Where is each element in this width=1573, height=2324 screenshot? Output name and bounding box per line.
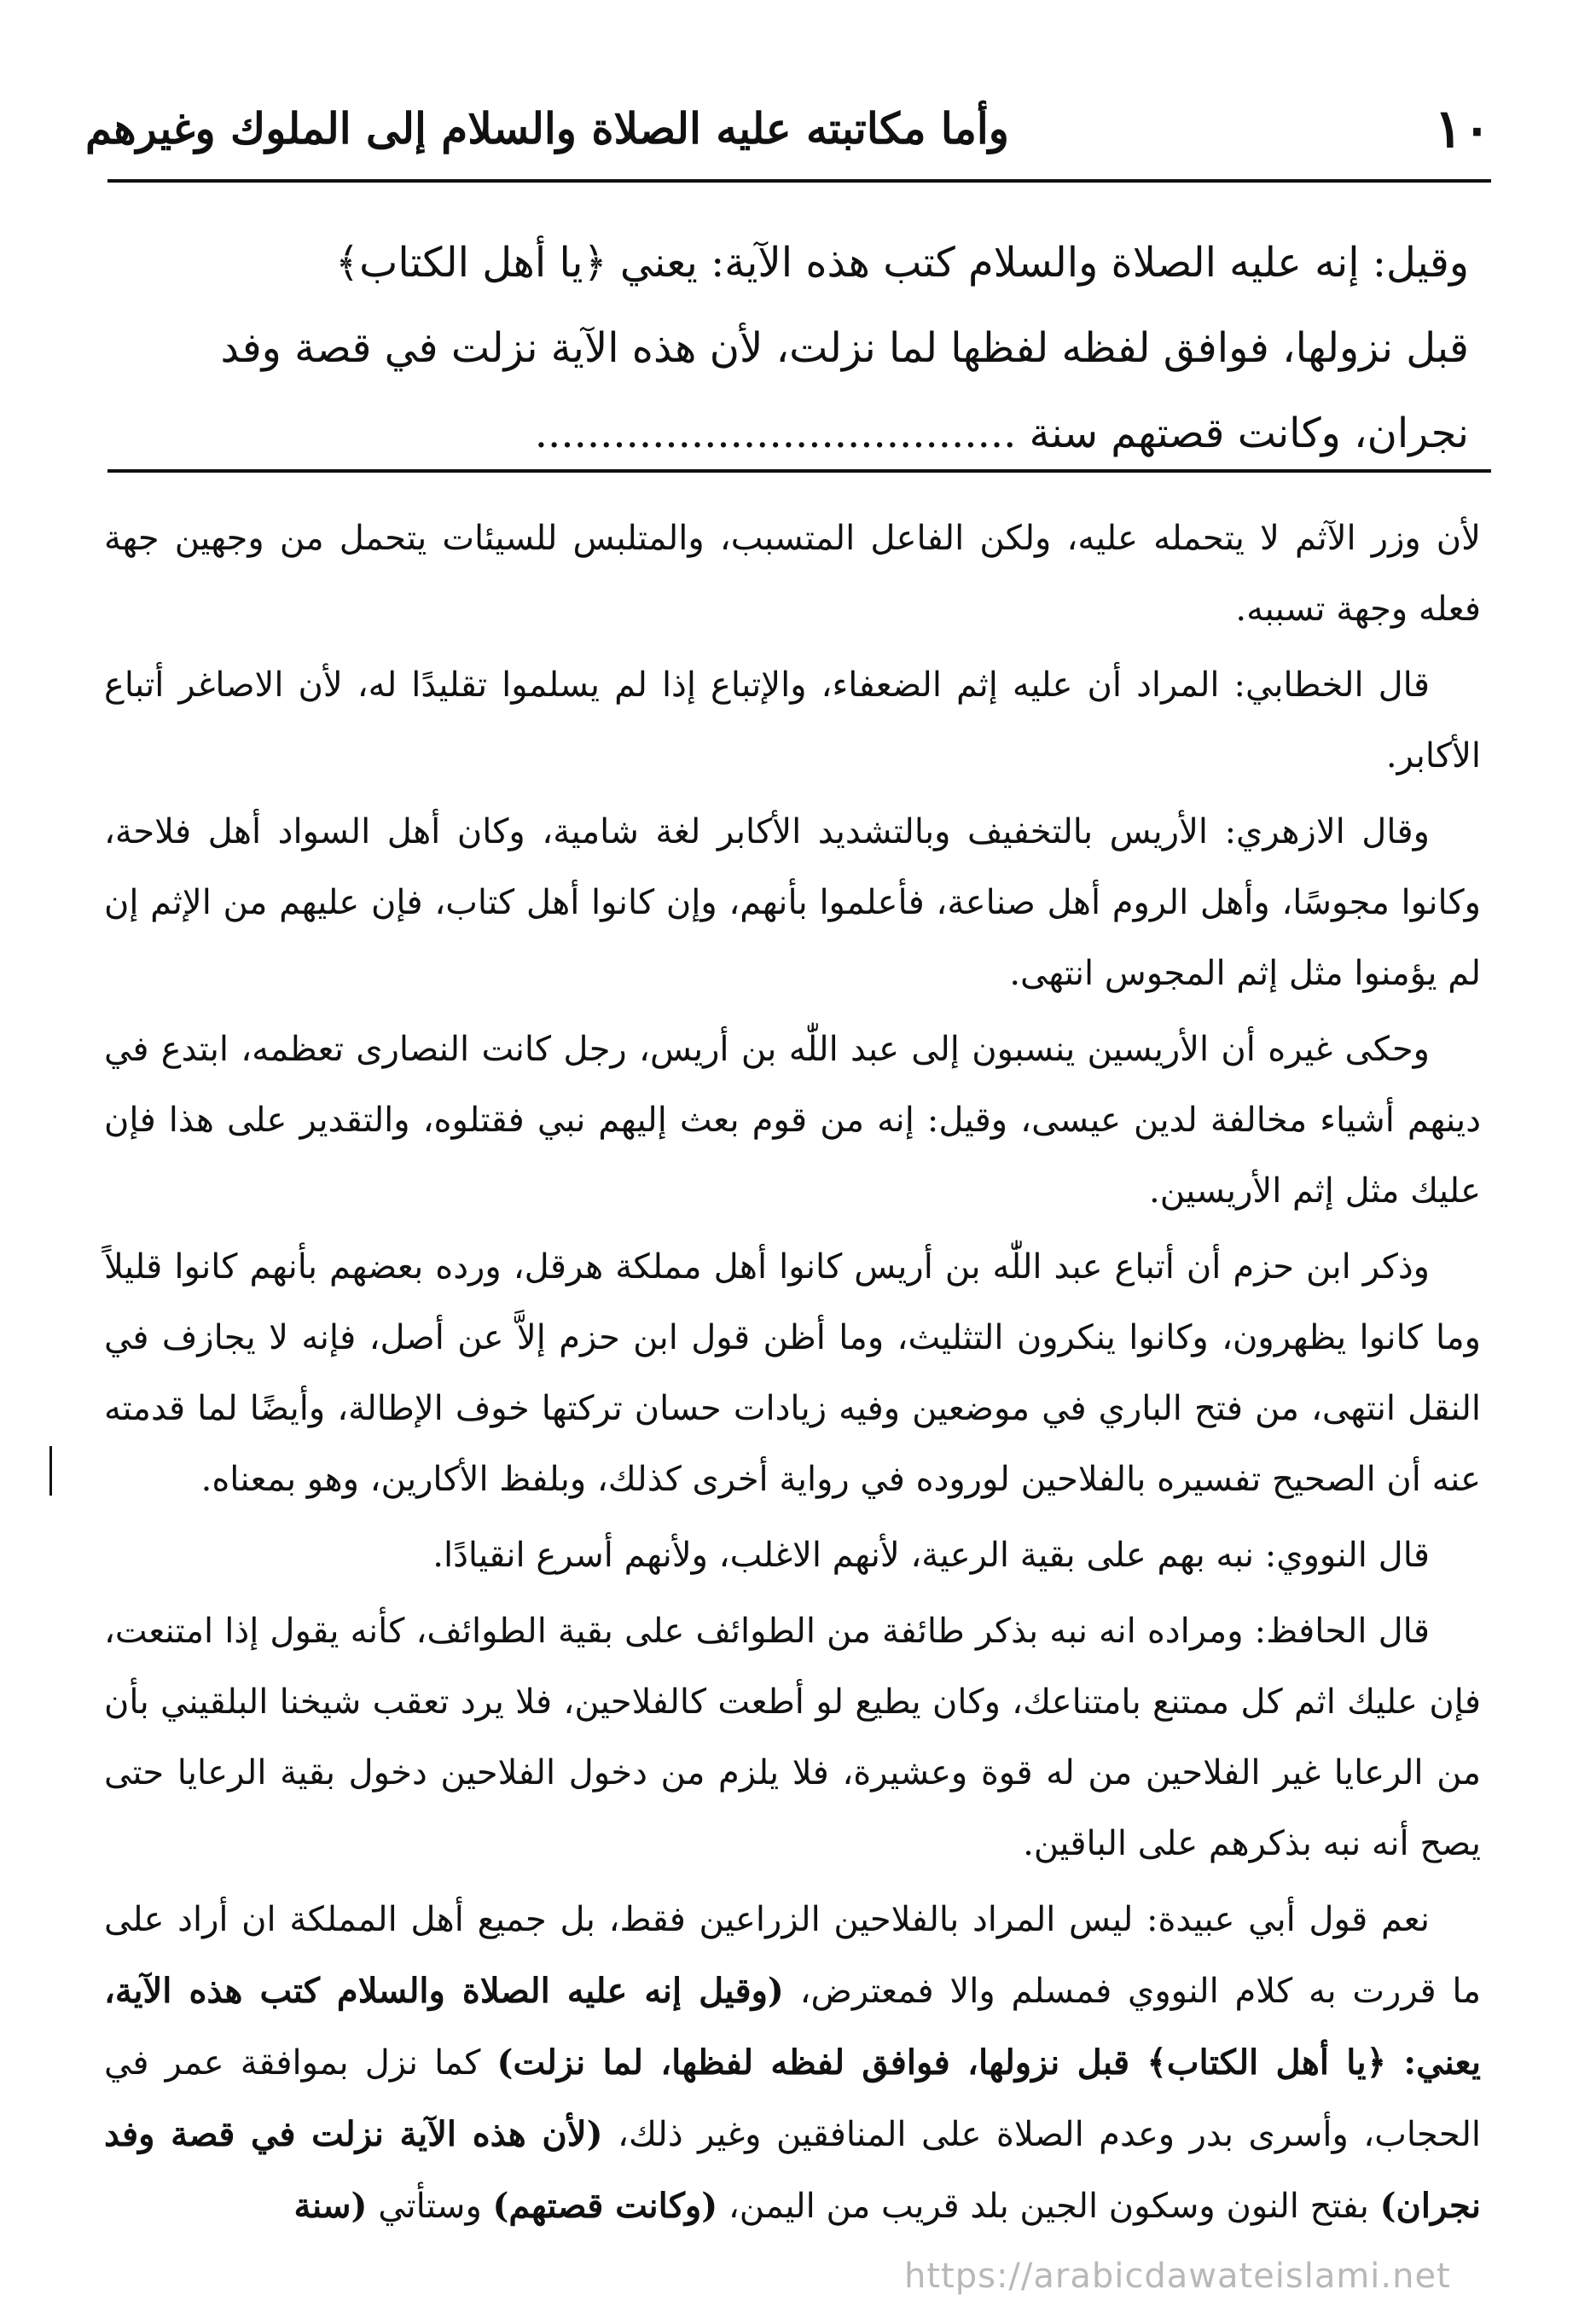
commentary-paragraph: قال الحافظ: ومراده انه نبه بذكر طائفة من الطوائف على بقية الطوائف، كأنه يقول إذا امتنعت، فإن عليك اثم كل ممتنع بامتناعك، وكان يطيع لو أطعت كالفلاحين، فلا يرد تعقب شيخنا البلقيني بأن من الرعايا غير الفلاحين من له قوة وعشيرة، فلا يلزم من دخول الفلاحين دخول بقية الرعايا حتى يصح أنه نبه بذكرهم على الباقين.	[104, 1612, 1481, 1863]
commentary-text: نعم قول أبي عبيدة: ليس المراد بالفلاحين الزراعين فقط، بل جميع أهل المملكة ان أراد على ما قررت به كلام النووي فمسلم والا فمعترض،	[104, 1900, 1481, 2011]
header-rule	[107, 179, 1491, 183]
matn-line: وقيل: إنه عليه الصلاة والسلام كتب هذه الآية: يعني ﴿يا أهل الكتاب﴾	[335, 239, 1469, 287]
running-title: وأما مكاتبته عليه الصلاة والسلام إلى الملوك وغيرهم	[85, 102, 1009, 154]
matn-line-text: نجران، وكانت قصتهم سنة	[1029, 410, 1469, 457]
commentary-text: كما نزل بموافقة عمر في الحجاب، وأسرى بدر وعدم الصلاة على المنافقين وغير ذلك،	[104, 2043, 1481, 2154]
matn-divider-rule	[107, 469, 1491, 473]
quoted-matn: (سنة	[293, 2186, 368, 2226]
commentary-paragraph: قال الخطابي: المراد أن عليه إثم الضعفاء، والإتباع إذا لم يسلموا تقليدًا له، لأن الاصاغر أتباع الأكابر.	[104, 665, 1481, 776]
quoted-matn: (لأن هذه الآية نزلت في قصة وفد نجران)	[104, 2114, 1481, 2226]
commentary-paragraph: قال النووي: نبه بهم على بقية الرعية، لأنهم الاغلب، ولأنهم أسرع انقيادًا.	[432, 1536, 1430, 1575]
watermark-url: https://arabicdawateislami.net	[904, 2257, 1451, 2296]
commentary-text: وستأتي	[367, 2187, 493, 2226]
matn-dots: .....................................	[534, 410, 1017, 457]
margin-mark	[49, 1446, 52, 1496]
matn-text-block	[104, 220, 1469, 476]
commentary-paragraph: لأن وزر الآثم لا يتحمله عليه، ولكن الفاعل المتسبب، والمتلبس للسيئات يتحمل من وجهين جهة فعله وجهة تسببه.	[104, 519, 1481, 629]
commentary-text-block	[104, 503, 1481, 2247]
commentary-paragraph	[104, 1885, 1481, 2242]
page-number: ١٠	[1434, 96, 1491, 160]
quoted-matn: (وقيل إنه عليه الصلاة والسلام كتب هذه الآية، يعني: ﴿يا أهل الكتاب﴾ قبل نزولها، فوافق لفظه لفظها، لما نزلت)	[104, 1971, 1481, 2083]
quoted-matn: (وكانت قصتهم)	[492, 2186, 718, 2226]
commentary-paragraph: وذكر ابن حزم أن أتباع عبد اللّٰه بن أريس كانوا أهل مملكة هرقل، ورده بعضهم بأنهم كانوا قليلاً وما كانوا يظهرون، وكانوا ينكرون التثليث، وما أظن قول ابن حزم إلاَّ عن أصل، فإنه لا يجازف في النقل انتهى، من فتح الباري في موضعين وفيه زيادات حسان تركتها خوف الإطالة، وأيضًا لما قدمته عنه أن الصحيح تفسيره بالفلاحين لوروده في رواية أخرى كذلك، وبلفظ الأكارين، وهو بمعناه.	[104, 1247, 1481, 1499]
commentary-text: بفتح النون وسكون الجين بلد قريب من اليمن،	[717, 2187, 1380, 2226]
matn-line: قبل نزولها، فوافق لفظه لفظها لما نزلت، لأن هذه الآية نزلت في قصة وفد	[220, 324, 1469, 372]
commentary-paragraph: وقال الازهري: الأريس بالتخفيف وبالتشديد الأكابر لغة شامية، وكان أهل السواد أهل فلاحة، وكانوا مجوسًا، وأهل الروم أهل صناعة، فأعلموا بأنهم، وإن كانوا أهل كتاب، فإن عليهم من الإثم إن لم يؤمنوا مثل إثم المجوس انتهى.	[104, 812, 1481, 993]
matn-line	[104, 391, 1469, 476]
page-header	[85, 77, 1491, 179]
commentary-paragraph: وحكى غيره أن الأريسين ينسبون إلى عبد اللّٰه بن أريس، رجل كانت النصارى تعظمه، ابتدع في دينهم أشياء مخالفة لدين عيسى، وقيل: إنه من قوم بعث إليهم نبي فقتلوه، والتقدير على هذا فإن عليك مثل إثم الأريسين.	[104, 1030, 1481, 1211]
